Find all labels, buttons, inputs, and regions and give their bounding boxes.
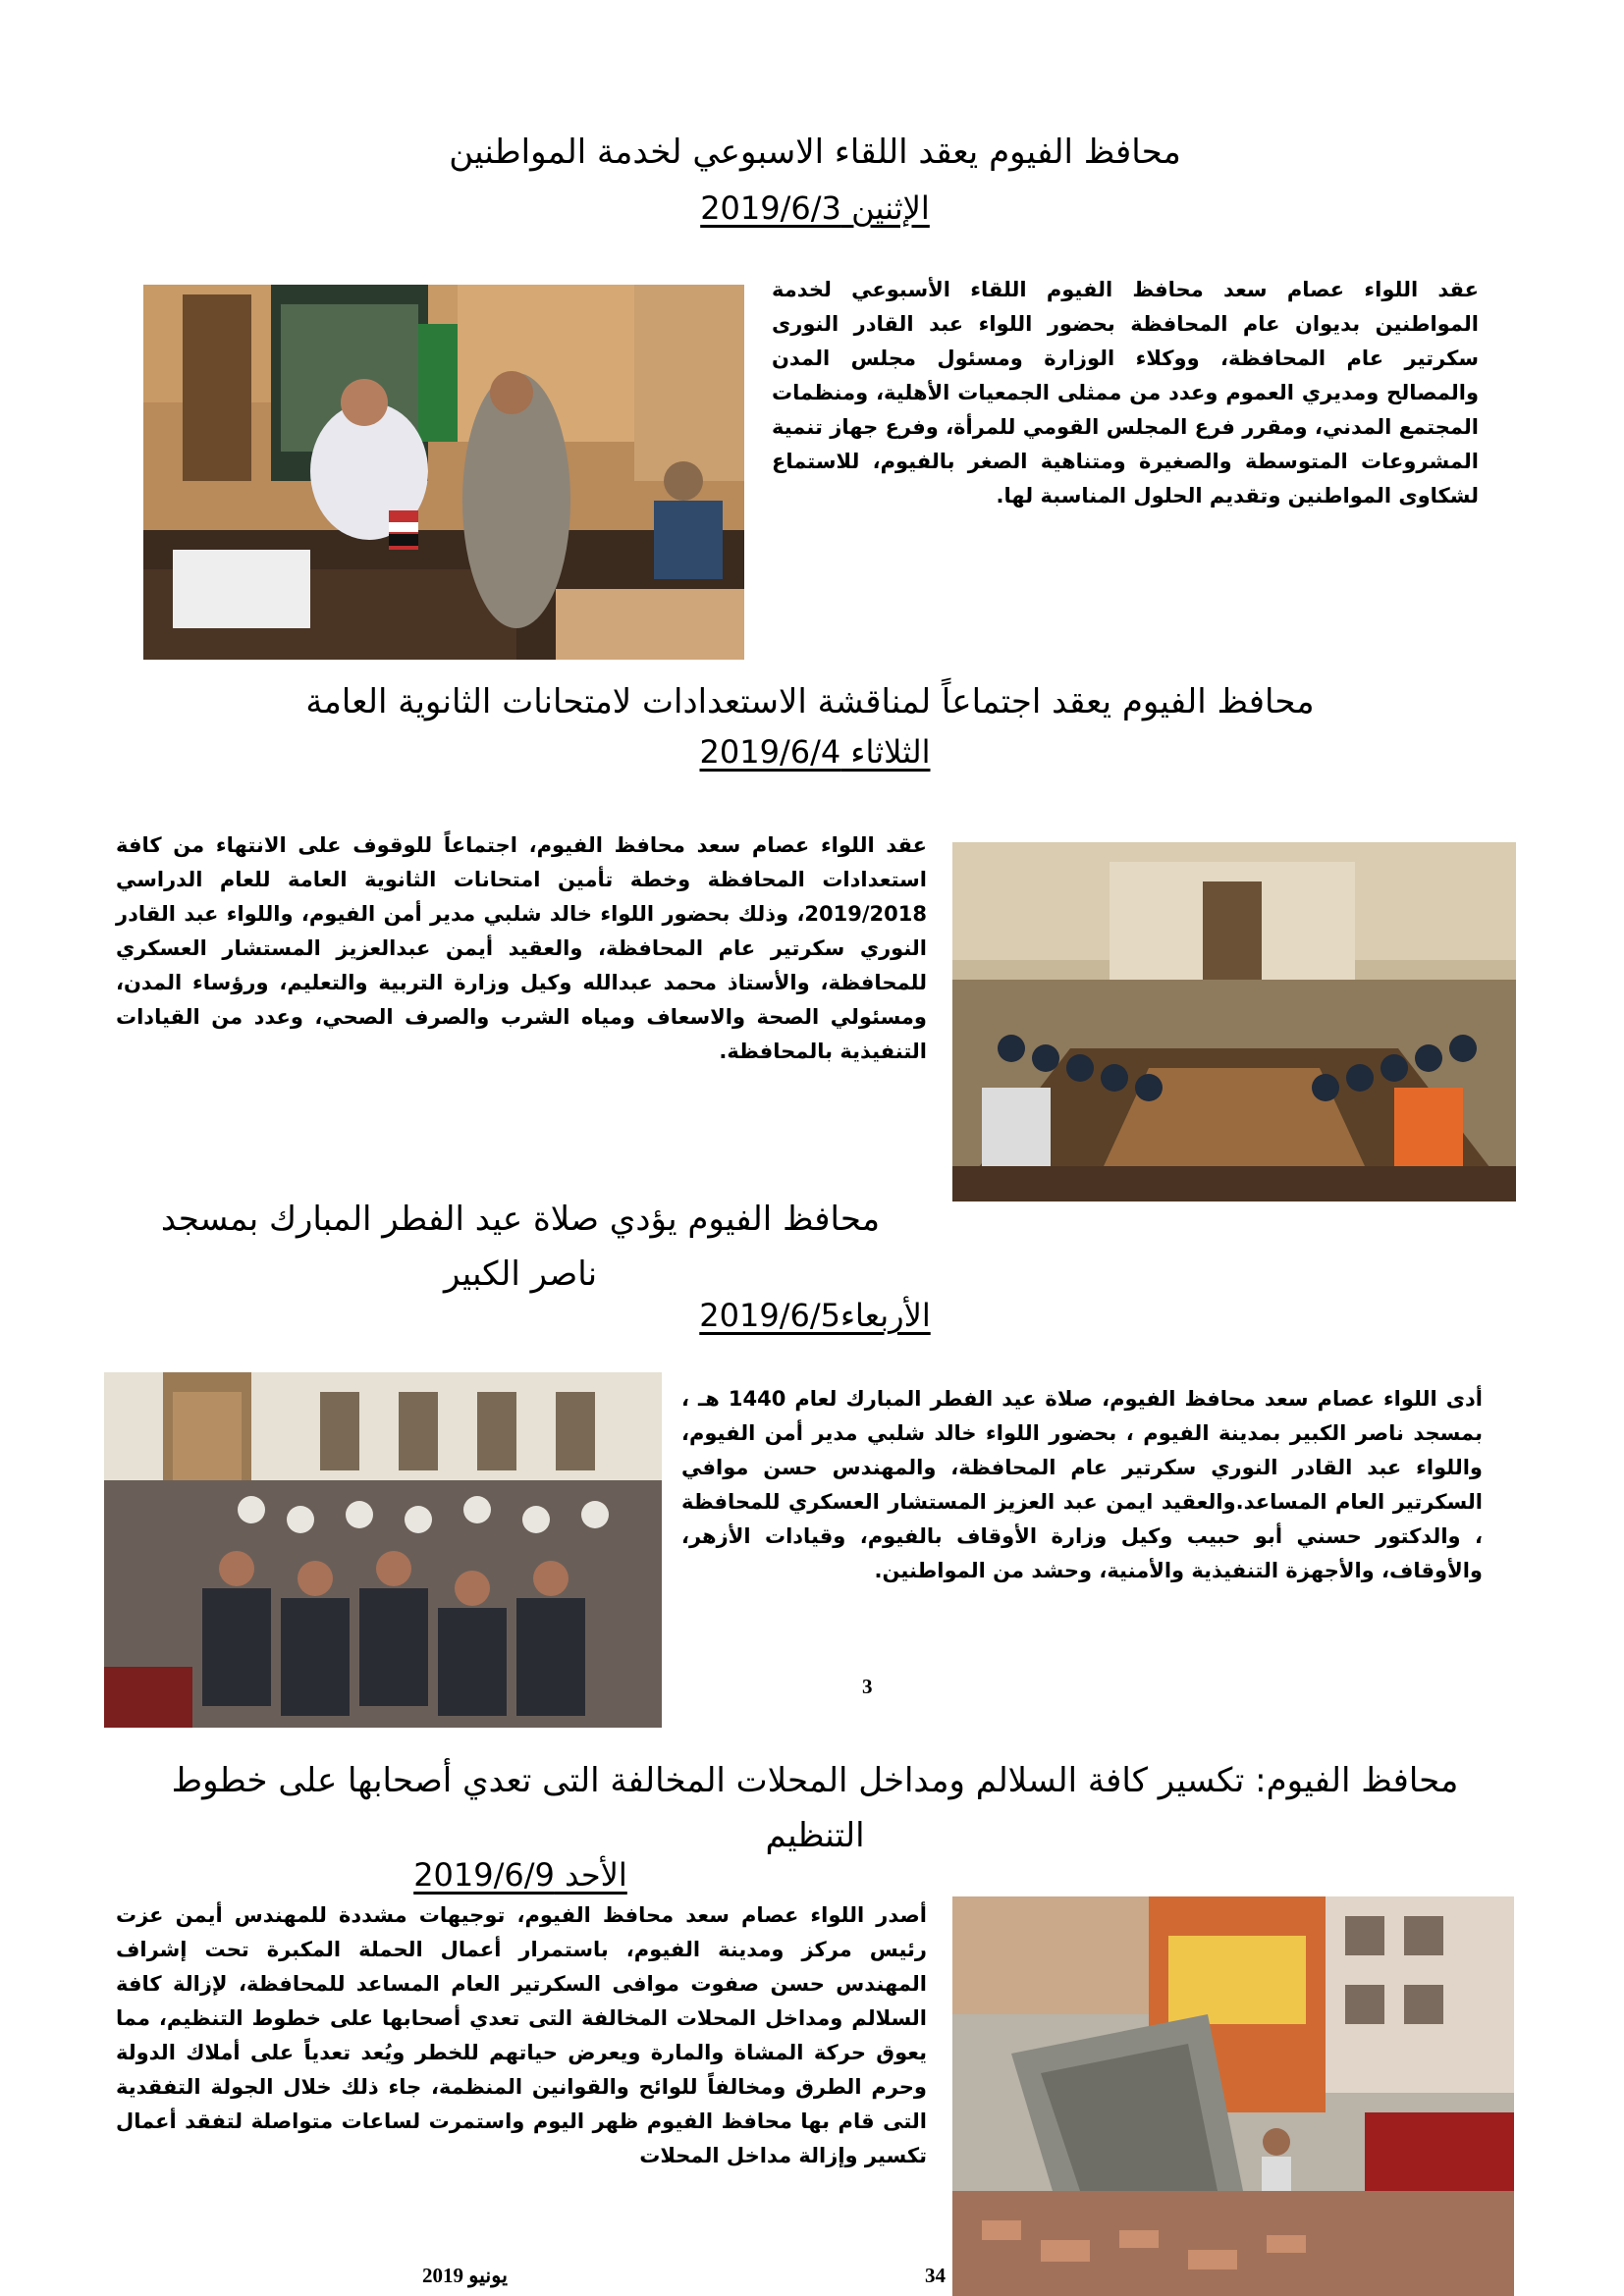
article-1-date: الإثنين 2019/6/3 <box>700 189 930 227</box>
article-2-date: الثلاثاء 2019/6/4 <box>699 733 931 771</box>
article-1-title: محافظ الفيوم يعقد اللقاء الاسبوعي لخدمة المواطنين <box>449 133 1181 172</box>
article-4-body: أصدر اللواء عصام سعد محافظ الفيوم، توجيهات مشددة للمهندس أيمن عزت رئيس مركز ومدينة الفيوم، باستمرار أعمال الحملة المكبرة تحت إشراف المهندس حسن صفوت موافى السكرتير العام المساعد للمحافظة، لإزالة كافة السلالم ومداخل المحلات المخالفة التى تعدي أصحابها على خطوط التنظيم، مما يعوق حركة المشاة والمارة ويعرض حياتهم للخطر ويُعد تعدياً على أملاك الدولة وحرم الطرق ومخالفاً للوائح والقوانين المنظمة، جاء ذلك خلال الجولة التفقدية التى قام بها محافظ الفيوم ظهر اليوم واستمرت لساعات متواصلة لتفقد أعمال تكسير وإزالة مداخل المحلات <box>116 1903 927 2167</box>
article-1-body: عقد اللواء عصام سعد محافظ الفيوم اللقاء الأسبوعي لخدمة المواطنين بديوان عام المحافظة بحضور اللواء عبد القادر النورى سكرتير عام المحافظة، ووكلاء الوزارة ومسئول مجلس المدن والمصالح ومديري العموم وعدد من ممثلى الجمعيات الأهلية، ومنظمات المجتمع المدني، ومقرر فرع المجلس القومي للمرأة، وفرع جهاز تنمية المشروعات المتوسطة والصغيرة ومتناهية الصغر بالفيوم، للاستماع لشكاوى المواطنين وتقديم الحلول المناسبة لها. <box>772 278 1479 507</box>
article-3-title: محافظ الفيوم يؤدي صلاة عيد الفطر المبارك بمسجد ناصر الكبير <box>160 1200 881 1294</box>
photo-exam-meeting <box>952 842 1516 1201</box>
footer-month: يونيو 2019 <box>422 2264 508 2287</box>
footer-page-number: 34 <box>925 2264 946 2287</box>
article-2-title: محافظ الفيوم يعقد اجتماعاً لمناقشة الاستعدادات لامتحانات الثانوية العامة <box>305 682 1315 721</box>
inner-page-number: 3 <box>862 1675 873 1698</box>
article-3-date: الأربعاء2019/6/5 <box>699 1297 931 1334</box>
photo-eid-prayer <box>104 1372 662 1728</box>
article-4-date: الأحد 2019/6/9 <box>413 1856 627 1894</box>
article-4-title: محافظ الفيوم: تكسير كافة السلالم ومداخل المحلات المخالفة التى تعدي أصحابها على خطوط التنظيم <box>171 1761 1459 1855</box>
article-2-body: عقد اللواء عصام سعد محافظ الفيوم، اجتماعاً للوقوف على الانتهاء من كافة استعدادات المحافظة وخطة تأمين امتحانات الثانوية العامة للعام الدراسي 2019/2018، وذلك بحضور اللواء خالد شلبي مدير أمن الفيوم، واللواء عبد القادر النوري سكرتير عام المحافظة، والعقيد أيمن عبدالعزيز المستشار العسكري للمحافظة، والأستاذ محمد عبدالله وكيل وزارة التربية والتعليم، ورؤساء المدن، ومسئولي الصحة والاسعاف ومياه الشرب والصرف الصحي، وعدد من القيادات التنفيذية بالمحافظة. <box>116 833 927 1063</box>
article-3-body: أدى اللواء عصام سعد محافظ الفيوم، صلاة عيد الفطر المبارك لعام 1440 هـ ، بمسجد ناصر الكبير بمدينة الفيوم ، بحضور اللواء خالد شلبي مدير أمن الفيوم، واللواء عبد القادر النوري سكرتير عام المحافظة، والمهندس حسن موافي السكرتير العام المساعد.والعقيد ايمن عبد العزيز المستشار العسكري للمحافظة ، والدكتور حسني أبو حبيب وكيل وزارة الأوقاف بالفيوم، وقيادات الأزهر، والأوقاف، والأجهزة التنفيذية والأمنية، وحشد من المواطنين. <box>681 1387 1483 1582</box>
photo-weekly-meeting <box>143 285 744 660</box>
photo-demolition <box>952 1896 1514 2296</box>
